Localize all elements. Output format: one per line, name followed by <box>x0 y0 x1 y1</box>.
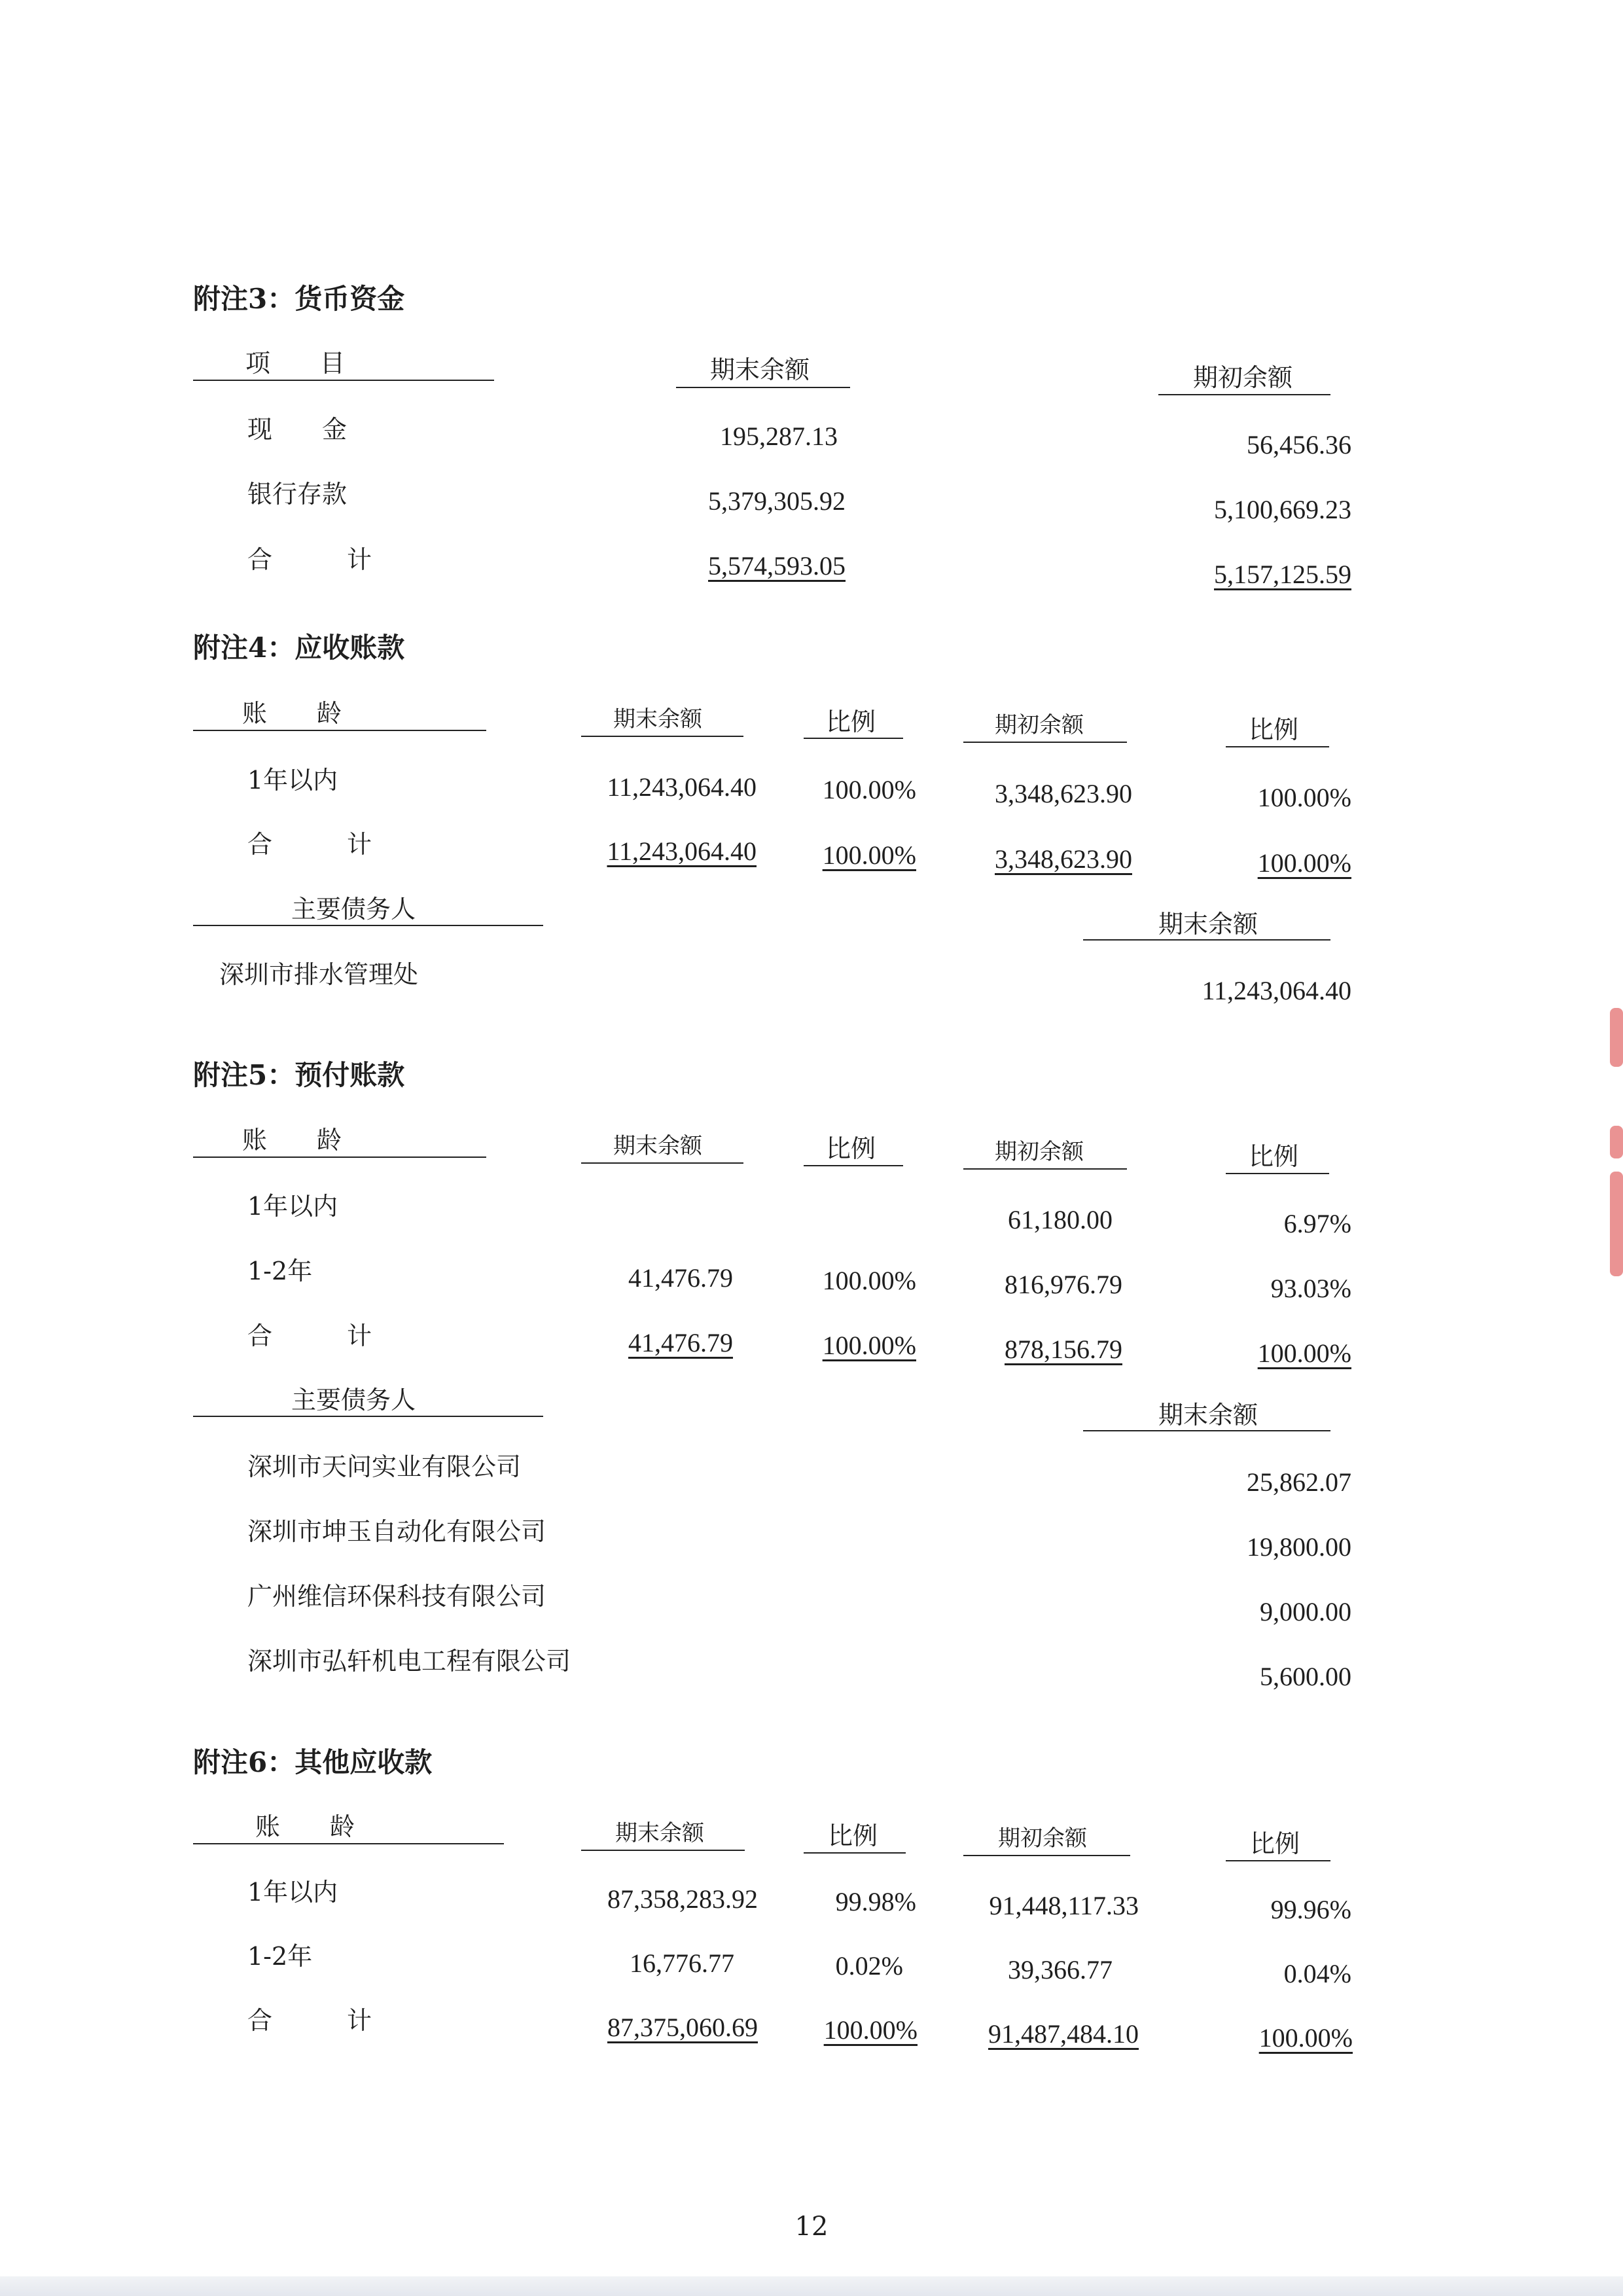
note6-total-ratio2: 100.00% <box>1258 2023 1353 2053</box>
note4-row-label: 1年以内 <box>247 766 338 795</box>
note5-debtor-amount-header: 期末余额 <box>1158 1401 1258 1429</box>
debtor-amount: 25,862.07 <box>1247 1467 1351 1497</box>
seal-edge-mark <box>1610 1126 1623 1158</box>
note5-row-end: 41,476.79 <box>628 1263 733 1293</box>
seal-edge-mark <box>1610 1172 1623 1276</box>
note3-row-label: 合 计 <box>247 545 372 574</box>
note6-total-end: 87,375,060.69 <box>607 2013 758 2042</box>
note6-header-age-rule <box>193 1843 504 1844</box>
note6-row-begin: 91,448,117.33 <box>989 1891 1139 1920</box>
note6-row-ratio2: 99.96% <box>1270 1895 1351 1924</box>
debtor-name: 深圳市弘轩机电工程有限公司 <box>247 1647 571 1676</box>
note5-row-label: 合 计 <box>247 1321 372 1350</box>
note4-title: 附注4：应收账款 <box>193 632 405 664</box>
note5-total-end: 41,476.79 <box>628 1328 733 1357</box>
note3-header-item-rule <box>193 380 494 381</box>
note6-row-ratio1: 99.98% <box>835 1887 916 1916</box>
note6-row-ratio1: 0.02% <box>835 1951 903 1981</box>
debtor-amount: 19,800.00 <box>1247 1532 1351 1562</box>
note4-header-end: 期末余额 <box>613 706 702 732</box>
note4-header-ratio1: 比例 <box>826 708 876 736</box>
note5-row-begin: 61,180.00 <box>1008 1205 1113 1234</box>
debtor-name: 深圳市坤玉自动化有限公司 <box>247 1517 546 1546</box>
note5-header-ratio1-rule <box>804 1165 903 1166</box>
note6-total-ratio1: 100.00% <box>823 2015 918 2045</box>
note4-header-begin: 期初余额 <box>995 712 1084 738</box>
note3-row-end: 5,379,305.92 <box>708 486 846 516</box>
note4-row-ratio2: 100.00% <box>1257 783 1351 812</box>
note5-header-age: 账 龄 <box>242 1126 342 1155</box>
note6-row-label: 1-2年 <box>247 1942 313 1971</box>
note5-header-ratio2-rule <box>1226 1173 1329 1174</box>
note5-row-label: 1-2年 <box>247 1257 313 1285</box>
note4-debtor-amount-header-rule <box>1083 939 1330 941</box>
note5-total-begin: 878,156.79 <box>1005 1335 1122 1364</box>
note3-header-item: 项 目 <box>245 349 346 378</box>
note3-header-begin-rule <box>1158 394 1330 395</box>
note5-row-ratio1: 100.00% <box>822 1266 916 1295</box>
note3-row-begin: 56,456.36 <box>1247 430 1351 459</box>
note6-header-ratio1-rule <box>804 1852 906 1854</box>
debtor-name: 深圳市排水管理处 <box>219 960 419 989</box>
note4-total-ratio2: 100.00% <box>1257 848 1351 878</box>
note3-total-begin: 5,157,125.59 <box>1214 560 1351 589</box>
note4-header-end-rule <box>581 736 743 737</box>
debtor-name: 广州维信环保科技有限公司 <box>247 1582 546 1611</box>
note5-header-end: 期末余额 <box>613 1133 702 1159</box>
note6-header-end: 期末余额 <box>615 1820 704 1846</box>
note5-debtor-header-rule <box>193 1416 543 1417</box>
note3-header-end-rule <box>676 387 850 388</box>
note4-total-ratio1: 100.00% <box>822 840 916 870</box>
debtor-amount: 5,600.00 <box>1260 1662 1351 1691</box>
note5-header-end-rule <box>581 1162 743 1164</box>
note5-header-ratio2: 比例 <box>1249 1142 1299 1171</box>
note6-row-label: 1年以内 <box>247 1878 338 1907</box>
note6-row-ratio2: 0.04% <box>1283 1959 1351 1988</box>
note4-debtor-amount-header: 期末余额 <box>1158 910 1258 939</box>
note6-title: 附注6：其他应收款 <box>193 1746 433 1778</box>
note4-row-end: 11,243,064.40 <box>607 772 757 802</box>
page-number: 12 <box>794 2212 829 2242</box>
debtor-amount: 11,243,064.40 <box>1202 976 1351 1005</box>
scan-bottom-band <box>0 2276 1623 2296</box>
note5-header-ratio1: 比例 <box>826 1134 876 1163</box>
note4-header-age: 账 龄 <box>242 699 342 728</box>
note5-total-ratio1: 100.00% <box>822 1331 916 1360</box>
debtor-name: 深圳市天问实业有限公司 <box>247 1452 522 1481</box>
note3-row-label: 银行存款 <box>247 480 348 509</box>
debtor-amount: 9,000.00 <box>1260 1597 1351 1626</box>
note3-header-end: 期末余额 <box>710 355 810 384</box>
note5-header-age-rule <box>193 1157 486 1158</box>
note5-row-label: 1年以内 <box>247 1192 338 1221</box>
seal-edge-mark <box>1610 1008 1623 1067</box>
note3-total-end: 5,574,593.05 <box>708 551 846 581</box>
note3-row-begin: 5,100,669.23 <box>1214 495 1351 524</box>
note3-row-end: 195,287.13 <box>720 422 838 451</box>
note6-header-ratio1: 比例 <box>828 1821 878 1850</box>
note5-header-begin-rule <box>963 1168 1127 1170</box>
note6-header-begin-rule <box>963 1855 1130 1856</box>
note4-header-ratio1-rule <box>804 738 903 739</box>
note6-header-ratio2-rule <box>1226 1860 1330 1861</box>
note6-total-begin: 91,487,484.10 <box>988 2019 1139 2049</box>
note3-header-begin: 期初余额 <box>1193 363 1293 392</box>
note4-header-age-rule <box>193 730 486 731</box>
note6-header-ratio2: 比例 <box>1250 1829 1300 1858</box>
note5-total-ratio2: 100.00% <box>1257 1338 1351 1368</box>
note5-row-ratio2: 6.97% <box>1283 1209 1351 1238</box>
note6-row-begin: 39,366.77 <box>1008 1955 1113 1984</box>
note4-header-begin-rule <box>963 742 1127 743</box>
note4-row-begin: 3,348,623.90 <box>995 779 1132 808</box>
note5-debtor-amount-header-rule <box>1083 1430 1330 1431</box>
note5-row-ratio2: 93.03% <box>1270 1274 1351 1303</box>
note6-row-end: 87,358,283.92 <box>607 1884 758 1914</box>
note5-row-begin: 816,976.79 <box>1005 1270 1122 1299</box>
note4-total-begin: 3,348,623.90 <box>995 844 1132 874</box>
note5-title: 附注5：预付账款 <box>193 1059 405 1091</box>
note6-row-end: 16,776.77 <box>630 1948 734 1978</box>
note6-header-age: 账 龄 <box>255 1812 355 1841</box>
note6-header-begin: 期初余额 <box>998 1825 1087 1852</box>
note4-row-ratio1: 100.00% <box>822 775 916 804</box>
note4-header-ratio2-rule <box>1226 746 1329 747</box>
note5-debtor-header: 主要债务人 <box>291 1386 416 1414</box>
note6-row-label: 合 计 <box>247 2006 372 2035</box>
note3-row-label: 现 金 <box>247 415 348 444</box>
note4-debtor-header: 主要债务人 <box>291 895 416 924</box>
note4-debtor-header-rule <box>193 925 543 926</box>
note5-header-begin: 期初余额 <box>995 1139 1084 1165</box>
note3-title: 附注3：货币资金 <box>193 283 405 315</box>
note6-header-end-rule <box>581 1850 745 1851</box>
note4-total-end: 11,243,064.40 <box>607 836 757 866</box>
note4-row-label: 合 计 <box>247 830 372 859</box>
note4-header-ratio2: 比例 <box>1249 715 1299 744</box>
